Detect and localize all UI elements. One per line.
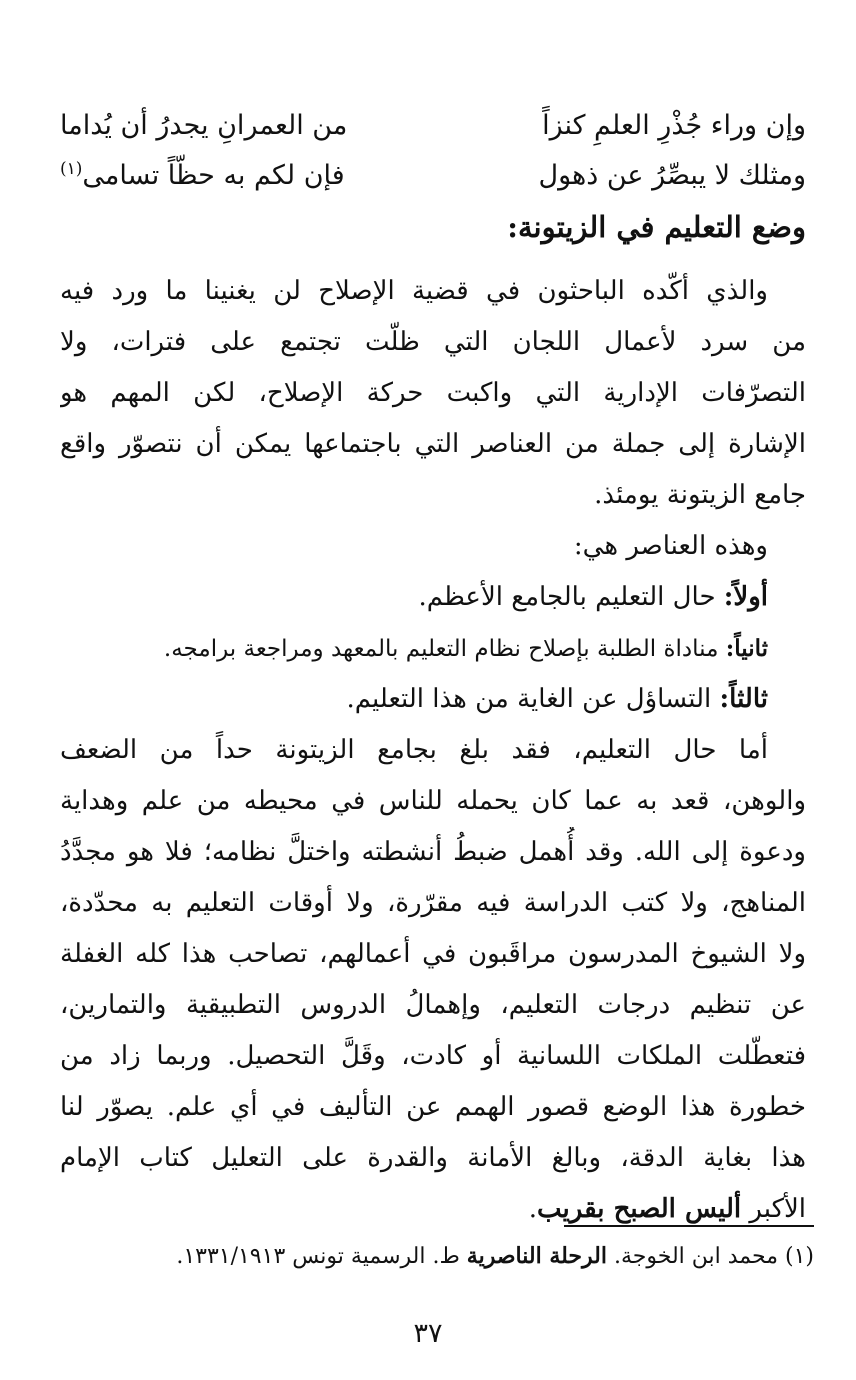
book-title: أليس الصبح بقريب <box>537 1194 742 1224</box>
paragraph-line: والوهن، قعد به عما كان يحمله للناس في محيطه من علم وهداية <box>60 786 806 816</box>
verse-first-hemistich: وإن وراء جُذْرِ العلمِ كنزاً <box>542 109 806 141</box>
paragraph-line: جامع الزيتونة يومئذ. <box>594 480 806 510</box>
paragraph-line: أما حال التعليم، فقد بلغ بجامع الزيتونة حداً من الضعف <box>60 735 768 765</box>
list-item-label: ثالثاً: <box>719 684 768 714</box>
paragraph-line-prefix: الأكبر <box>749 1194 806 1224</box>
paragraph-line: ولا الشيوخ المدرسون مراقَبون في أعمالهم، تصاحب هذا كله الغفلة <box>60 939 806 969</box>
page-number: ٣٧ <box>413 1318 443 1349</box>
footnote-marker: (١) <box>60 158 83 179</box>
poem-block <box>60 100 806 200</box>
paragraph-line-suffix: . <box>528 1194 538 1224</box>
list-item-text: مناداة الطلبة بإصلاح نظام التعليم بالمعهد ومراجعة برامجه. <box>163 636 719 662</box>
footnote-title: الرحلة الناصرية <box>466 1243 607 1269</box>
paragraph-line: من سرد لأعمال اللجان التي ظلّت تجتمع على فترات، ولا <box>60 327 806 357</box>
poem-verse <box>60 150 806 200</box>
paragraph-line: والذي أكّده الباحثون في قضية الإصلاح لن يغنينا ما ورد فيه <box>60 276 768 306</box>
verse-first-hemistich: ومثلك لا يبصِّرُ عن ذهول <box>538 159 806 191</box>
paragraph-line: خطورة هذا الوضع قصور الهمم عن التأليف في أي علم. يصوّر لنا <box>60 1092 806 1122</box>
footnote-publication: ط. الرسمية تونس ١٣٣١/١٩١٣. <box>176 1244 460 1269</box>
list-item-label: أولاً: <box>723 582 768 612</box>
paragraph-line: التصرّفات الإدارية التي واكبت حركة الإصلاح، لكن المهم هو <box>60 378 806 408</box>
paragraph-line <box>60 1184 806 1235</box>
section-heading: وضع التعليم في الزيتونة: <box>507 210 806 244</box>
verse-second-hemistich-text: فإن لكم به حظّاً تسامى <box>82 159 345 191</box>
footnote-author: محمد ابن الخوجة. <box>613 1244 778 1269</box>
paragraph-line: هذا بغاية الدقة، وبالغ الأمانة والقدرة على التعليل كتاب الإمام <box>60 1143 806 1173</box>
footnote-number: (١) <box>784 1244 814 1269</box>
list-item-label: ثانياً: <box>725 635 768 662</box>
verse-second-hemistich: من العمرانِ يجدرُ أن يُداما <box>60 109 348 141</box>
paragraph-line: الإشارة إلى جملة من العناصر التي باجتماعها يمكن أن نتصوّر واقع <box>60 429 806 459</box>
list-item <box>60 572 806 623</box>
paragraph-line: عن تنظيم درجات التعليم، وإهمالُ الدروس التطبيقية والتمارين، <box>60 990 806 1020</box>
list-item <box>60 623 806 674</box>
body-text <box>60 266 806 1235</box>
footnote <box>60 1243 814 1269</box>
list-item <box>60 674 806 725</box>
elements-intro: وهذه العناصر هي: <box>573 531 768 561</box>
list-item-text: التساؤل عن الغاية من هذا التعليم. <box>346 684 712 714</box>
verse-second-hemistich <box>60 160 345 191</box>
paragraph-line: ودعوة إلى الله. وقد أُهمل ضبطُ أنشطته واختلَّ نظامه؛ فلا هو مجدَّدُ <box>60 837 806 867</box>
paragraph-line: المناهج، ولا كتب الدراسة فيه مقرّرة، ولا أوقات التعليم به محدّدة، <box>60 888 806 918</box>
poem-verse <box>60 100 806 150</box>
paragraph-line: فتعطّلت الملكات اللسانية أو كادت، وقَلَّ التحصيل. وربما زاد من <box>60 1041 806 1071</box>
list-item-text: حال التعليم بالجامع الأعظم. <box>418 582 716 612</box>
footnote-separator <box>564 1225 814 1227</box>
